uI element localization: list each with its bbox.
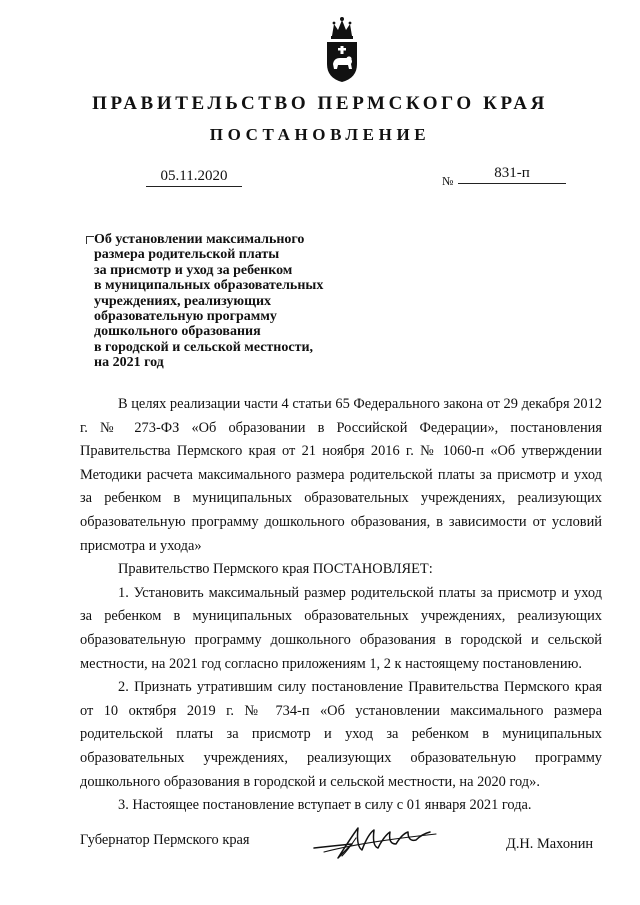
clause-3-paragraph: 3. Настоящее постановление вступает в силу с 01 января 2021 года. [118,797,532,814]
resolution-paragraph: Правительство Пермского края ПОСТАНОВЛЯЕТ: [118,561,433,578]
title-line: дошкольного образования [94,324,261,340]
title-line: Об установлении максимального [94,232,305,247]
signatory-position: Губернатор Пермского края [80,832,250,848]
title-line: учреждениях, реализующих [94,293,272,309]
title-line: за присмотр и уход за ребенком [94,262,293,278]
title-corner-mark [86,236,94,244]
number-sign: № [442,174,454,188]
government-name: ПРАВИТЕЛЬСТВО ПЕРМСКОГО КРАЯ [92,93,548,114]
signatory-name: Д.Н. Махонин [506,836,594,852]
document-type: ПОСТАНОВЛЕНИЕ [209,125,431,144]
title-line: размера родительской платы [94,247,280,263]
document-number: 831-п [458,164,566,184]
handwritten-signature [312,816,440,864]
document-date: 05.11.2020 [146,167,242,187]
preamble-paragraph: В целях реализации части 4 статьи 65 Федерального закона от 29 декабря 2012 г. № 273-ФЗ «Об образовании в Российской Федерации», постановления Правительства Пермского края от 21 ноября 2016 г. № 1060-п «Об утверждении Методики расчета максимального размера родительской платы за присмотр и уход за ребенком в муниципальных образовательных учреждениях, реализующих образовательную программу дошкольного образования, в зависимости от условий присмотра и ухода» [80,396,602,554]
clause-1-paragraph: 1. Установить максимальный размер родительской платы за присмотр и уход за ребенком в муниципальных образовательных учреждениях, реализующих образовательную программу дошкольного образования в городской и сельской местности, на 2021 год согласно приложениям 1, 2 к настоящему постановлению. [80,584,602,672]
title-line: на 2021 год [94,355,164,371]
document-body [80,393,602,818]
document-title [94,232,374,371]
perm-krai-coat-of-arms-icon [324,14,360,84]
clause-2-paragraph: 2. Признать утратившим силу постановление Правительства Пермского края от 10 октября 2019 г. № 734-п «Об установлении максимального размера родительской платы за присмотр и уход за ребенком в муниципальных образовательных учреждениях, реализующих образовательную программу дошкольного образования в городской и сельской местности, на 2020 год». [80,679,602,790]
title-line: в городской и сельской местности, [94,339,314,355]
title-line: в муниципальных образовательных [94,278,324,294]
title-line: образовательную программу [94,309,277,325]
